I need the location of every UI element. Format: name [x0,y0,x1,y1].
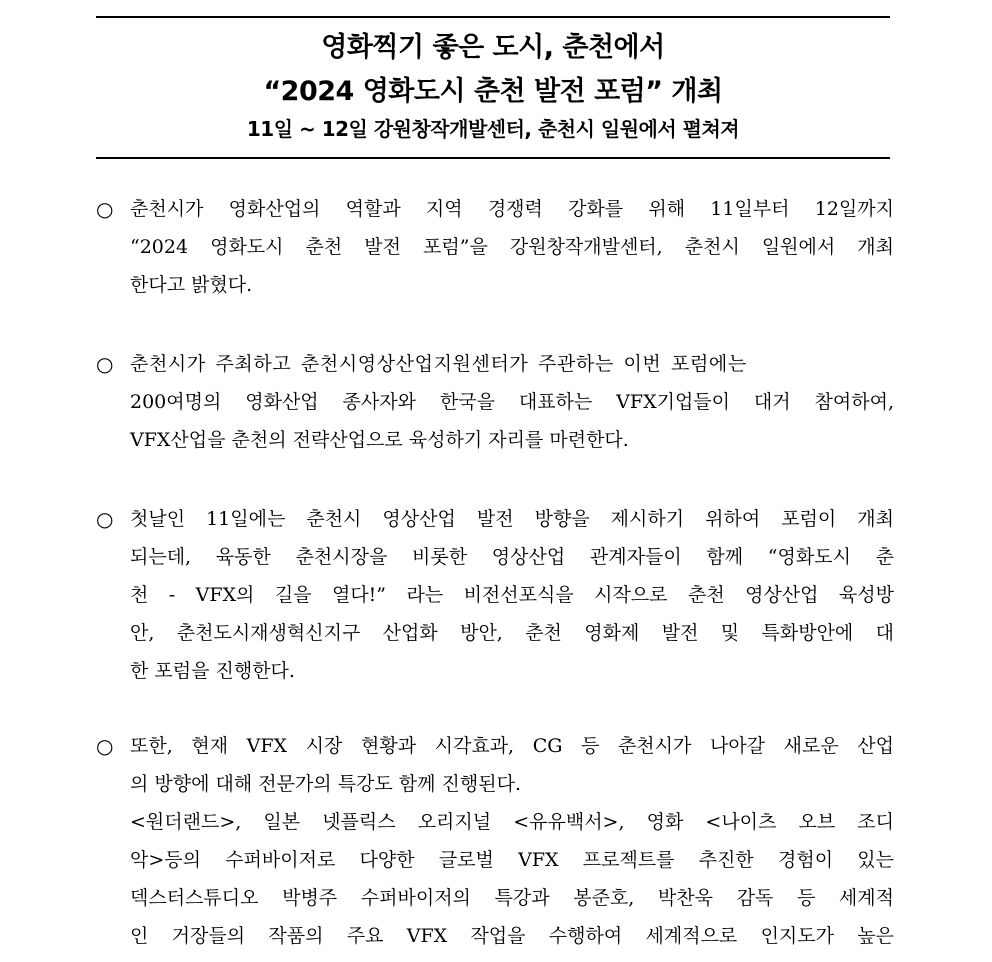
paragraph-bullet: ○ [96,734,114,758]
paragraph-bullet: ○ [96,507,114,531]
paragraph-line: 악>등의 수퍼바이저로 다양한 글로벌 VFX 프로젝트를 추진한 경험이 있는 [130,849,894,871]
paragraph-line: 의 방향에 대해 전문가의 특강도 함께 진행된다. [130,773,522,795]
paragraph-bullet: ○ [96,352,114,376]
paragraph-line: 덱스터스튜디오 박병주 수퍼바이저의 특강과 봉준호, 박찬욱 감독 등 세계적 [130,887,894,909]
paragraph-line: 되는데, 육동한 춘천시장을 비롯한 영상산업 관계자들이 함께 “영화도시 춘 [130,546,894,568]
paragraph-line: 또한, 현재 VFX 시장 현황과 시각효과, CG 등 춘천시가 나아갈 새로운 산업 [130,735,894,757]
paragraph-line: 춘천시가 영화산업의 역할과 지역 경쟁력 강화를 위해 11일부터 12일까지 [130,198,894,220]
headline-line-1: 영화찍기 좋은 도시, 춘천에서 [321,32,665,63]
paragraph-line: 춘천시가 주최하고 춘천시영상산업지원센터가 주관하는 이번 포럼에는 [130,353,747,375]
paragraph-line: 안, 춘천도시재생혁신지구 산업화 방안, 춘천 영화제 발전 및 특화방안에 대 [130,622,894,644]
paragraph-line: 인 거장들의 작품의 주요 VFX 작업을 수행하여 세계적으로 인지도가 높은 [130,925,894,947]
paragraph-line: 200여명의 영화산업 종사자와 한국을 대표하는 VFX기업들이 대거 참여하여, [130,391,894,413]
paragraph-line: 첫날인 11일에는 춘천시 영상산업 발전 방향을 제시하기 위하여 포럼이 개최 [130,508,894,530]
paragraph-line: <원더랜드>, 일본 넷플릭스 오리지널 <유유백서>, 영화 <나이츠 오브 조디 [130,811,894,833]
headline-line-2: “2024 영화도시 춘천 발전 포럼” 개최 [263,76,723,107]
paragraph-line: “2024 영화도시 춘천 발전 포럼”을 강원창작개발센터, 춘천시 일원에서 개최 [130,236,894,258]
top-rule [96,16,890,18]
subheadline: 11일 ~ 12일 강원창작개발센터, 춘천시 일원에서 펼쳐져 [246,117,740,141]
paragraph-line: 한 포럼을 진행한다. [130,660,295,682]
paragraph-line: 천 - VFX의 길을 열다!” 라는 비전선포식을 시작으로 춘천 영상산업 육성방 [130,584,894,606]
bottom-rule [96,157,890,159]
paragraph-line: 한다고 밝혔다. [130,274,253,296]
paragraph-line: VFX산업을 춘천의 전략산업으로 육성하기 자리를 마련한다. [130,429,629,451]
paragraph-bullet: ○ [96,197,114,221]
